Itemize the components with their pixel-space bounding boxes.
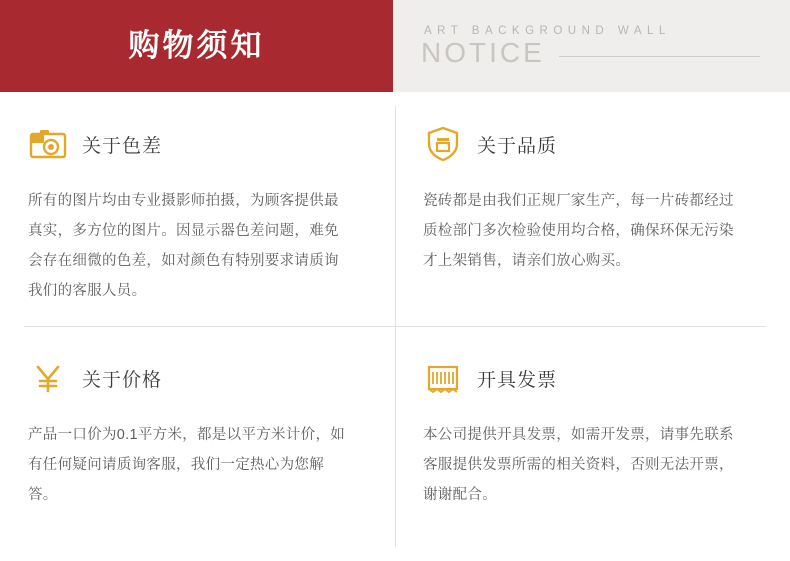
notice-grid (0, 92, 790, 561)
notice-cell-color-difference (0, 92, 395, 326)
notice-cell-quality (395, 92, 790, 326)
cell-body-text: 瓷砖都是由我们正规厂家生产，每一片砖都经过质检部门多次检验使用均合格，确保环保无污染才上架销售，请亲们放心购买。 (423, 193, 734, 269)
cell-header (423, 350, 748, 406)
cell-body-text: 所有的图片均由专业摄影师拍摄，为顾客提供最真实，多方位的图片。因显示器色差问题，难免会存在细微的色差，如对颜色有特别要求请质询我们的客服人员。 (28, 193, 339, 299)
notice-cell-invoice (395, 326, 790, 560)
notice-cell-price (0, 326, 395, 560)
camera-icon (28, 124, 68, 164)
yuan-price-icon (28, 358, 68, 398)
header-subtitle-en: ART BACKGROUND WALL (424, 25, 671, 37)
cell-title: 关于品质 (477, 135, 558, 157)
invoice-icon (423, 358, 463, 398)
cell-body (423, 186, 748, 276)
header-notice-row (421, 39, 790, 67)
cell-body (423, 420, 748, 510)
cell-body (28, 186, 353, 306)
cell-title: 关于价格 (82, 369, 163, 391)
cell-header (28, 116, 353, 172)
grid-horizontal-divider (24, 326, 766, 327)
cell-header (423, 116, 748, 172)
header-notice-en: NOTICE (421, 37, 545, 68)
cell-header (28, 350, 353, 406)
page-header (0, 0, 790, 92)
shield-quality-icon (423, 124, 463, 164)
header-right-block (393, 0, 790, 92)
header-red-block (0, 0, 393, 92)
cell-body (28, 420, 353, 510)
page-title: 购物须知 (128, 27, 265, 63)
header-divider-line (559, 56, 760, 57)
cell-title: 开具发票 (477, 369, 558, 391)
cell-title: 关于色差 (82, 135, 163, 157)
cell-body-text: 本公司提供开具发票，如需开发票，请事先联系客服提供发票所需的相关资料，否则无法开票，谢谢配合。 (423, 427, 734, 503)
cell-body-text: 产品一口价为0.1平方米，都是以平方米计价，如有任何疑问请质询客服，我们一定热心为您解答。 (28, 427, 346, 503)
